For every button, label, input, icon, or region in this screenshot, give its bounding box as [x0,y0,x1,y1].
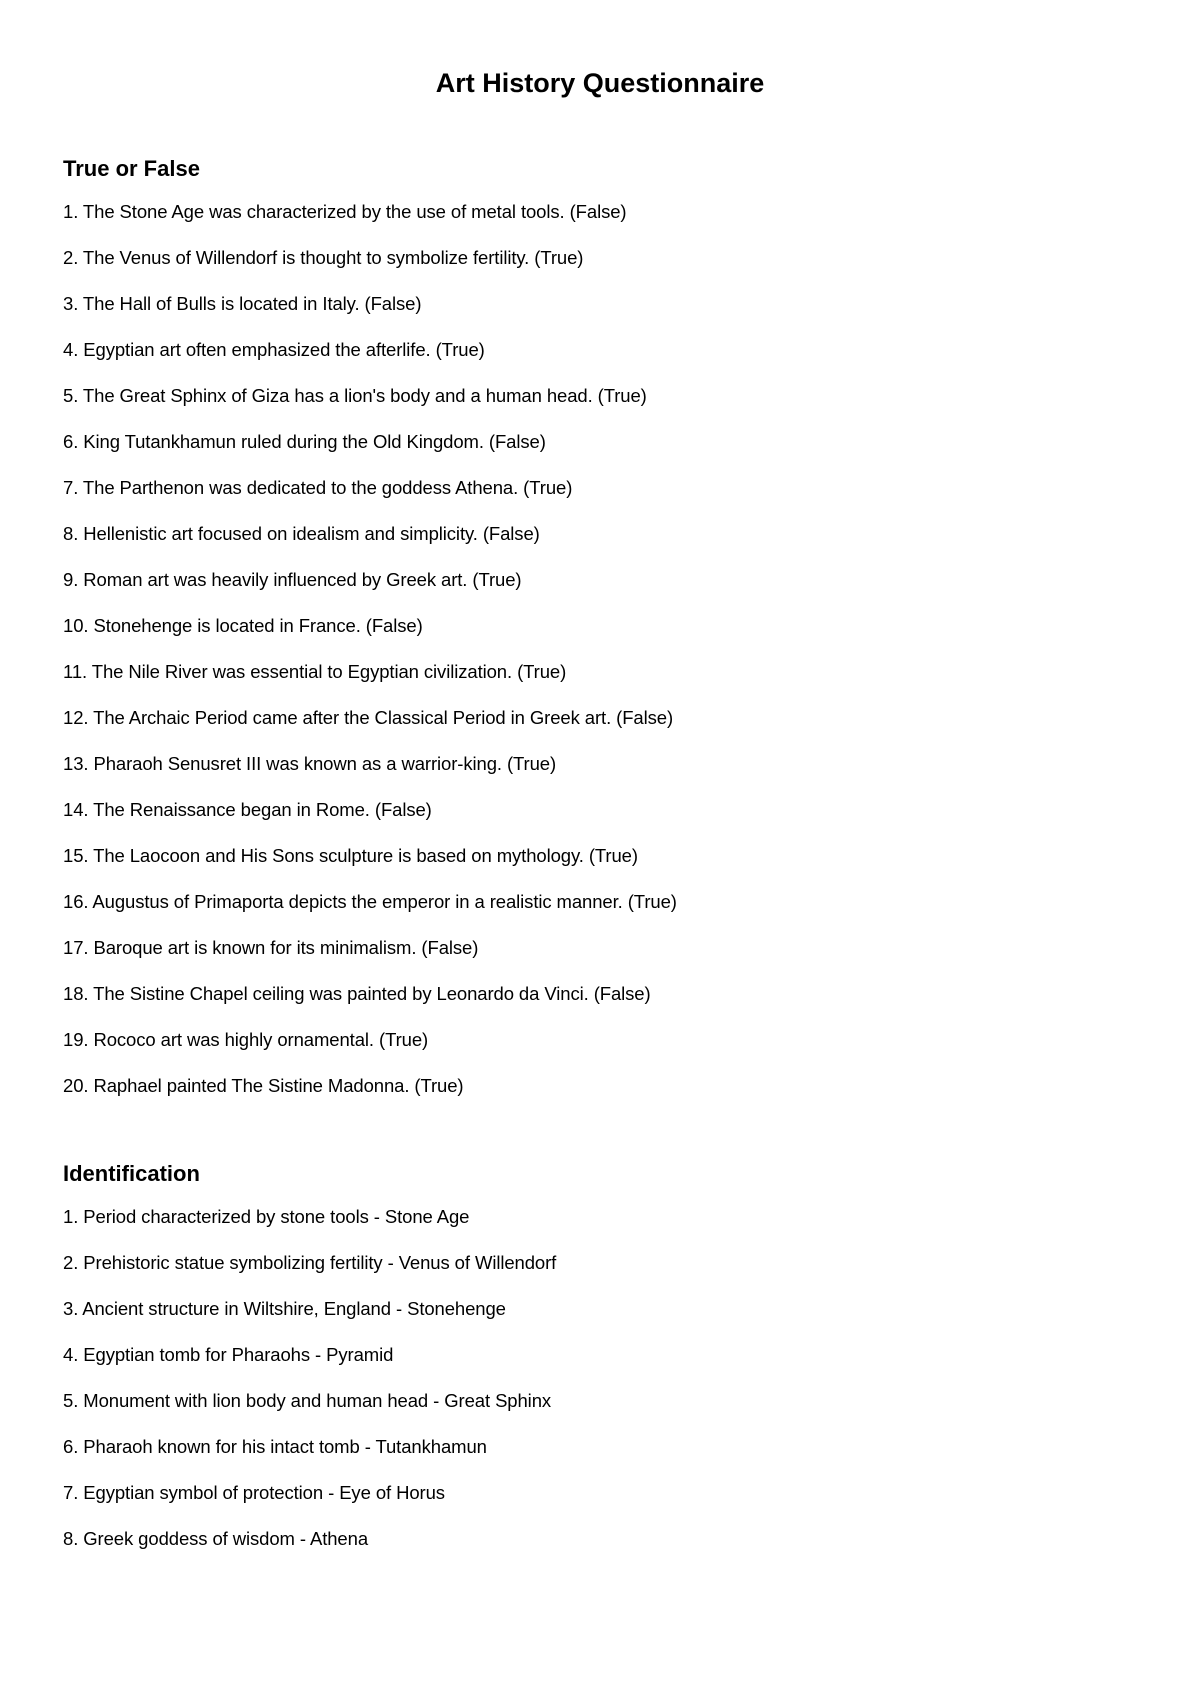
identification-list [63,1206,1143,1550]
question-item: 6. King Tutankhamun ruled during the Old Kingdom. (False) [63,431,546,452]
section-heading-identification: Identification [63,1161,200,1186]
question-item: 14. The Renaissance began in Rome. (False) [63,799,432,820]
question-item: 16. Augustus of Primaporta depicts the emperor in a realistic manner. (True) [63,891,677,912]
question-item: 18. The Sistine Chapel ceiling was painted by Leonardo da Vinci. (False) [63,983,651,1004]
section-heading-true-false: True or False [63,156,200,181]
identification-section [63,1160,1143,1574]
question-item: 7. The Parthenon was dedicated to the goddess Athena. (True) [63,477,573,498]
true-false-list [63,201,1143,1097]
question-item: 8. Hellenistic art focused on idealism and simplicity. (False) [63,523,540,544]
true-false-section [63,155,1143,1121]
identification-item: 4. Egyptian tomb for Pharaohs - Pyramid [63,1344,394,1365]
question-item: 2. The Venus of Willendorf is thought to symbolize fertility. (True) [63,247,584,268]
question-item: 10. Stonehenge is located in France. (False) [63,615,423,636]
identification-item: 3. Ancient structure in Wiltshire, England - Stonehenge [63,1298,506,1319]
question-item: 19. Rococo art was highly ornamental. (True) [63,1029,429,1050]
identification-item: 2. Prehistoric statue symbolizing fertility - Venus of Willendorf [63,1252,557,1273]
identification-item: 8. Greek goddess of wisdom - Athena [63,1528,369,1549]
document-title: Art History Questionnaire [435,68,765,98]
question-item: 13. Pharaoh Senusret III was known as a warrior-king. (True) [63,753,557,774]
question-item: 12. The Archaic Period came after the Classical Period in Greek art. (False) [63,707,674,728]
question-item: 9. Roman art was heavily influenced by Greek art. (True) [63,569,522,590]
identification-item: 1. Period characterized by stone tools - Stone Age [63,1206,470,1227]
question-item: 3. The Hall of Bulls is located in Italy. (False) [63,293,422,314]
question-item: 11. The Nile River was essential to Egyptian civilization. (True) [63,661,567,682]
identification-item: 5. Monument with lion body and human head - Great Sphinx [63,1390,552,1411]
question-item: 20. Raphael painted The Sistine Madonna. (True) [63,1075,464,1096]
question-item: 5. The Great Sphinx of Giza has a lion's body and a human head. (True) [63,385,647,406]
question-item: 1. The Stone Age was characterized by the use of metal tools. (False) [63,201,627,222]
question-item: 17. Baroque art is known for its minimalism. (False) [63,937,479,958]
identification-item: 7. Egyptian symbol of protection - Eye of Horus [63,1482,445,1503]
question-item: 15. The Laocoon and His Sons sculpture is based on mythology. (True) [63,845,638,866]
identification-item: 6. Pharaoh known for his intact tomb - Tutankhamun [63,1436,487,1457]
question-item: 4. Egyptian art often emphasized the afterlife. (True) [63,339,485,360]
